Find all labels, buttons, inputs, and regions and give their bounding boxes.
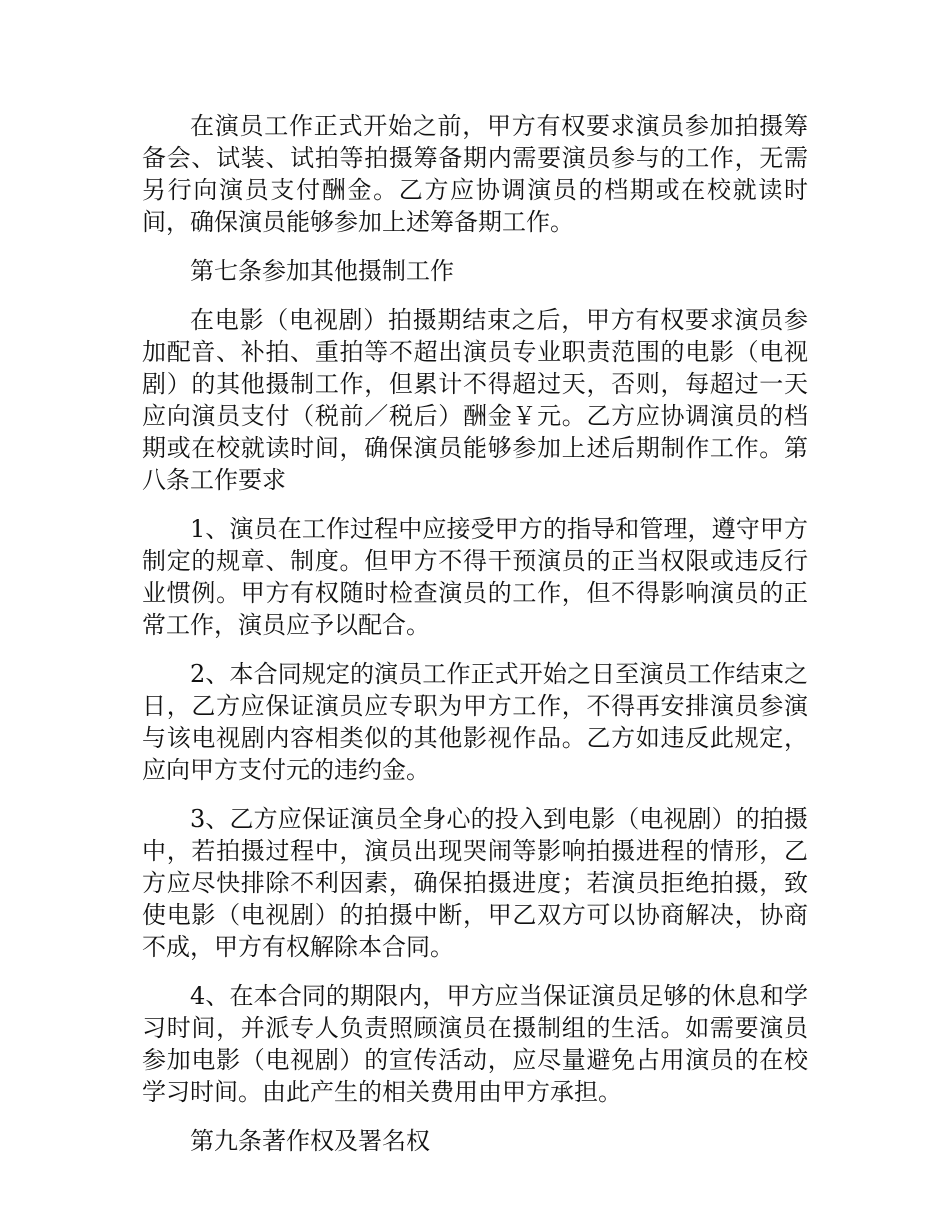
paragraph-requirement-1: 1、演员在工作过程中应接受甲方的指导和管理，遵守甲方制定的规章、制度。但甲方不得干预演员的正当权限或违反行业惯例。甲方有权随时检查演员的工作，但不得影响演员的正常工作，演员应予以配合。 (142, 515, 808, 639)
paragraph-requirement-4: 4、在本合同的期限内，甲方应当保证演员足够的休息和学习时间，并派专人负责照顾演员在摄制组的生活。如需要演员参加电影（电视剧）的宣传活动，应尽量避免占用演员的在校学习时间。由此产生的相关费用由甲方承担。 (142, 982, 808, 1106)
heading-article-7: 第七条参加其他摄制工作 (190, 257, 454, 285)
paragraph-preparation-work: 在演员工作正式开始之前，甲方有权要求演员参加拍摄筹备会、试装、试拍等拍摄筹备期内需要演员参与的工作，无需另行向演员支付酬金。乙方应协调演员的档期或在校就读时间，确保演员能够参加上述筹备期工作。 (142, 112, 808, 236)
paragraph-requirement-2: 2、本合同规定的演员工作正式开始之日至演员工作结束之日，乙方应保证演员应专职为甲方工作，不得再安排演员参演与该电视剧内容相类似的其他影视作品。乙方如违反此规定，应向甲方支付元的违约金。 (142, 660, 808, 784)
document-body (142, 110, 808, 1174)
paragraph-other-production-work: 在电影（电视剧）拍摄期结束之后，甲方有权要求演员参加配音、补拍、重拍等不超出演员专业职责范围的电影（电视剧）的其他摄制工作，但累计不得超过天，否则，每超过一天应向演员支付（税前／税后）酬金￥元。乙方应协调演员的档期或在校就读时间，确保演员能够参加上述后期制作工作。第八条工作要求 (142, 306, 808, 494)
heading-article-9: 第九条著作权及署名权 (190, 1127, 430, 1155)
paragraph-requirement-3: 3、乙方应保证演员全身心的投入到电影（电视剧）的拍摄中，若拍摄过程中，演员出现哭闹等影响拍摄进程的情形，乙方应尽快排除不利因素，确保拍摄进度；若演员拒绝拍摄，致使电影（电视剧）的拍摄中断，甲乙双方可以协商解决，协商不成，甲方有权解除本合同。 (142, 805, 808, 961)
